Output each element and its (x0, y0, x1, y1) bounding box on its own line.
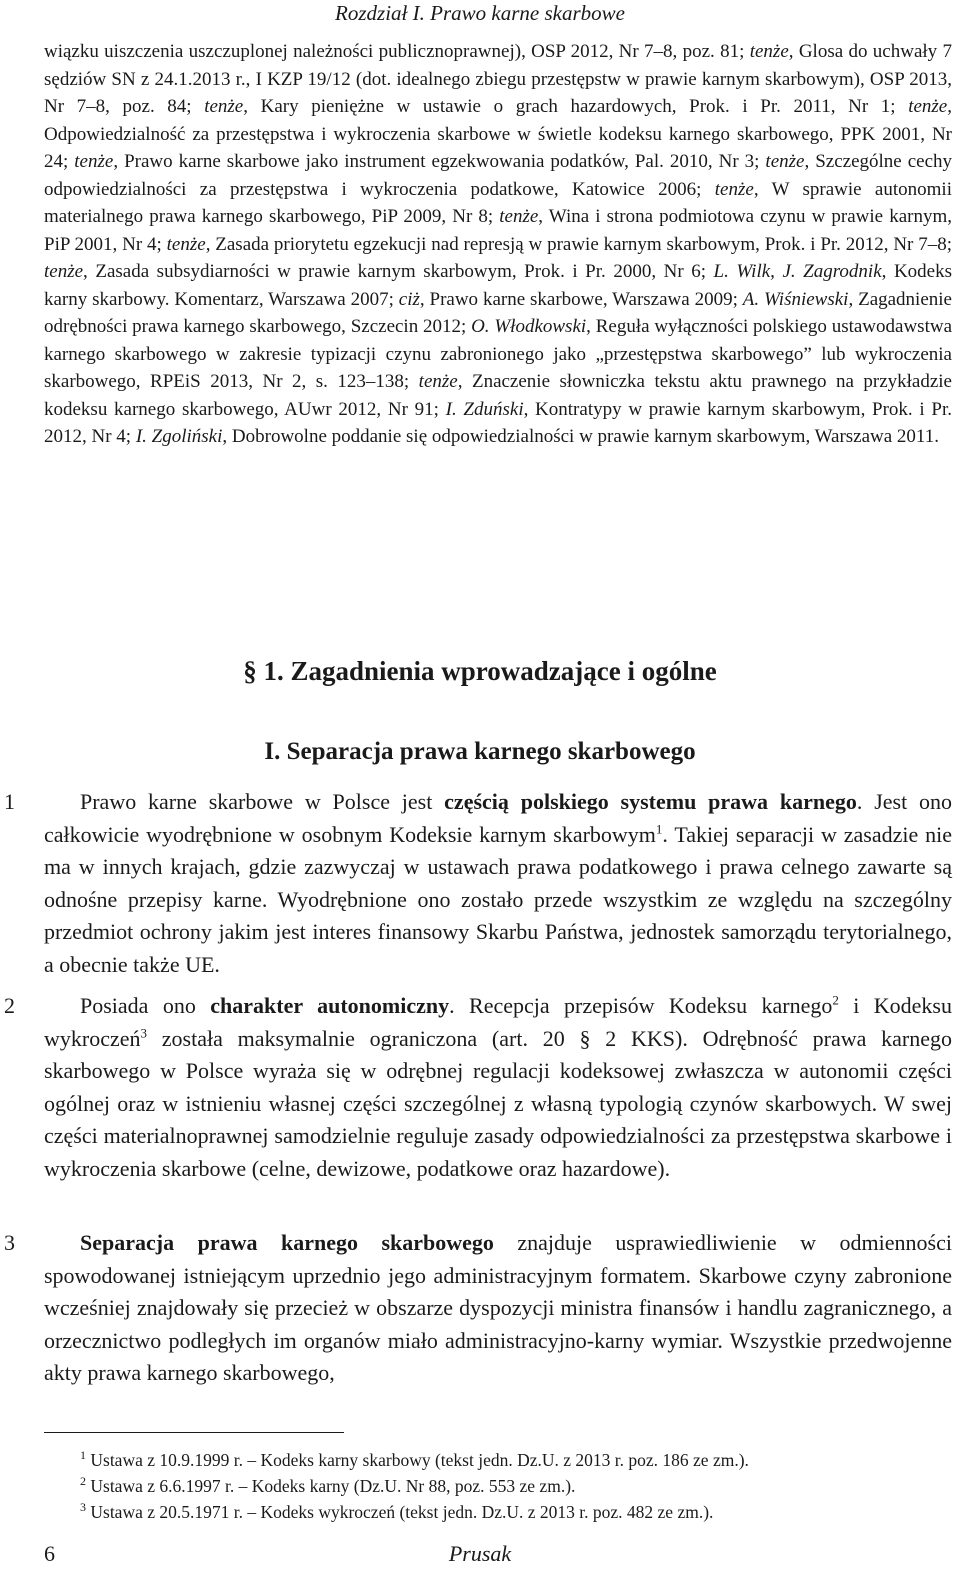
text-run: , Reguła wyłączności polskiego ustawodawstwa karnego skarbowego w zakresie typizacji czynu zabronionego jako „przestępstwa skarbowego” lub wykroczenia skarbowego, RPEiS 2013, Nr 2, s. 123–138; (44, 316, 953, 392)
italic-ref: tenże (749, 41, 789, 62)
text-run: , Znaczenie słowniczka tekstu aktu prawnego na przykładzie kodeksu karnego skarbowego, AUwr 2012, Nr 91; (44, 371, 952, 420)
paragraph-2 (44, 990, 952, 1186)
italic-ref: tenże (44, 261, 84, 282)
text-run: , Zasada priorytetu egzekucji nad represją w prawie karnym skarbowym, Prok. i Pr. 2012, Nr 7–8; (205, 233, 952, 255)
footnote-text: Ustawa z 6.6.1997 r. – Kodeks karny (Dz.U. Nr 88, poz. 553 ze zm.). (90, 1476, 576, 1496)
section-heading: § 1. Zagadnienia wprowadzające i ogólne (243, 656, 717, 686)
text-run: i Kodeksu wykroczeń (44, 993, 952, 1051)
text-run: , W sprawie autonomii materialnego prawa karnego skarbowego, PiP 2009, Nr 8; (44, 178, 952, 227)
text-run: , Kontratypy w prawie karnym skarbowym, Prok. i Pr. 2012, Nr 4; (44, 398, 952, 447)
text-run: , Dobrowolne poddanie się odpowiedzialności w prawie karnym skarbowym, Warszawa 2011. (222, 426, 939, 447)
footnote-text: Ustawa z 20.5.1971 r. – Kodeks wykroczeń (tekst jedn. Dz.U. z 2013 r. poz. 482 ze zm.). (90, 1502, 714, 1522)
text-run: została maksymalnie ograniczona (art. 20 § 2 KKS). Odrębność prawa karnego skarbowego w Polsce wyraża się w odrębnej regulacji kodeksowej zwłaszcza w autonomii części ogólnej oraz w istnieniu własnej części szczególnej z własną typologią czynów skarbowych. W swej części materialnoprawnej samodzielnie reguluje zasady odpowiedzialności za przestępstwa skarbowe i wykroczenia skarbowe (celne, dewizowe, podatkowe oraz hazardowe). (44, 1025, 952, 1181)
continued-footnote-text (44, 38, 952, 451)
text-run: wiązku uiszczenia uszczuplonej należności publicznoprawnej), OSP 2012, Nr 7–8, poz. 81; (44, 41, 750, 62)
italic-ref: ciż (398, 288, 420, 310)
italic-ref: tenże (499, 206, 539, 227)
footnote-ref: 1 (655, 821, 663, 837)
text-run: , Prawo karne skarbowe, Warszawa 2009; (419, 288, 743, 310)
text-run: . Takiej separacji w zasadzie nie ma w innych krajach, gdzie zazwyczaj w ustawach prawa podatkowego i prawa celnego zawarte są odnośne przepisy karne. Wyodrębnione ono zostało przede wszystkim ze względu na szczególny przedmiot ochrony jakim jest interes finansowy Skarbu Państwa, jednostek samorządu terytorialnego, a obecnie także UE. (44, 821, 952, 977)
paragraph-3 (44, 1227, 952, 1390)
italic-ref: tenże (204, 96, 244, 117)
text-run: . Jest ono całkowicie wyodrębnione w osobnym Kodeksie karnym skarbowym (44, 789, 953, 847)
running-header: Rozdział I. Prawo karne skarbowe (335, 1, 625, 25)
footnote-number: 1 (80, 1448, 86, 1463)
footnote-ref: 3 (140, 1025, 148, 1041)
text-run: , Kary pieniężne w ustawie o grach hazardowych, Prok. i Pr. 2011, Nr 1; (243, 96, 909, 117)
footnote-ref: 2 (832, 992, 839, 1008)
text-run: , Zagadnienie odrębności prawa karnego skarbowego, Szczecin 2012; (44, 288, 952, 337)
paragraph-number: 1 (4, 789, 15, 814)
italic-ref: tenże (418, 371, 458, 392)
footer-author: Prusak (448, 1541, 512, 1566)
italic-ref: I. Zduński (445, 398, 524, 420)
paragraph-number: 3 (4, 1230, 15, 1255)
text-run: , Wina i strona podmiotowa czynu w prawie karnym, PiP 2001, Nr 4; (44, 206, 952, 255)
text-run: , Kodeks karny skarbowy. Komentarz, Warszawa 2007; (44, 261, 952, 310)
text-run: Prawo karne skarbowe w Polsce jest (80, 789, 445, 814)
italic-ref: I. Zgoliński (135, 426, 223, 447)
text-run: , Odpowiedzialność za przestępstwa i wykroczenia skarbowe w świetle kodeksu karnego skarbowego, PPK 2001, Nr 24; (44, 96, 952, 172)
footnote-text: Ustawa z 10.9.1999 r. – Kodeks karny skarbowy (tekst jedn. Dz.U. z 2013 r. poz. 186 ze zm.). (90, 1450, 749, 1470)
text-run: , Prawo karne skarbowe jako instrument egzekwowania podatków, Pal. 2010, Nr 3; (113, 151, 766, 172)
italic-ref: L. Wilk, J. Zagrodnik (713, 261, 882, 282)
text-run: , Glosa do uchwały 7 sędziów SN z 24.1.2013 r., I KZP 19/12 (dot. idealnego zbiegu przestępstw w prawie karnym skarbowym), OSP 2013, Nr 7–8, poz. 84; (44, 41, 952, 117)
sub-heading: I. Separacja prawa karnego skarbowego (264, 738, 696, 765)
italic-ref: tenże (714, 178, 754, 200)
footnote (80, 1448, 749, 1472)
italic-ref: O. Włodkowski (471, 316, 587, 337)
paragraph-number: 2 (4, 993, 15, 1018)
italic-ref: tenże (74, 151, 114, 172)
footnote-number: 3 (80, 1500, 86, 1515)
text-run: . Recepcja przepisów Kodeksu karnego (449, 993, 833, 1018)
footnote (80, 1500, 713, 1524)
bold-term: Separacja prawa karnego skarbowego (80, 1230, 494, 1255)
italic-ref: A. Wiśniewski (742, 288, 849, 310)
footnote-separator (44, 1432, 344, 1433)
text-run: , Zasada subsydiarności w prawie karnym skarbowym, Prok. i Pr. 2000, Nr 6; (83, 261, 714, 282)
text-run: znajduje usprawiedliwienie w odmienności spowodowanej istniejącym uprzednio jego administracyjnym formatem. Skarbowe czyny zabronione wcześniej znajdowały się przecież w obszarze dyspozycji ministra finansów i handlu zagranicznego, a orzecznictwo podległych im organów miało administracyjno-karny wymiar. Wszystkie przedwojenne akty prawa karnego skarbowego, (44, 1230, 952, 1386)
italic-ref: tenże (908, 96, 948, 117)
italic-ref: tenże (765, 151, 805, 172)
page-number: 6 (44, 1541, 55, 1566)
italic-ref: tenże (166, 233, 206, 255)
text-run: Posiada ono (80, 993, 211, 1018)
footnote-number: 2 (80, 1474, 86, 1489)
bold-term: częścią polskiego systemu prawa karnego (444, 789, 857, 814)
bold-term: charakter autonomiczny (210, 993, 450, 1018)
paragraph-1 (44, 786, 952, 982)
footnote (80, 1474, 575, 1498)
text-run: , Szczególne cechy odpowiedzialności za przestępstwa i wykroczenia podatkowe, Katowice 2006; (44, 151, 953, 200)
